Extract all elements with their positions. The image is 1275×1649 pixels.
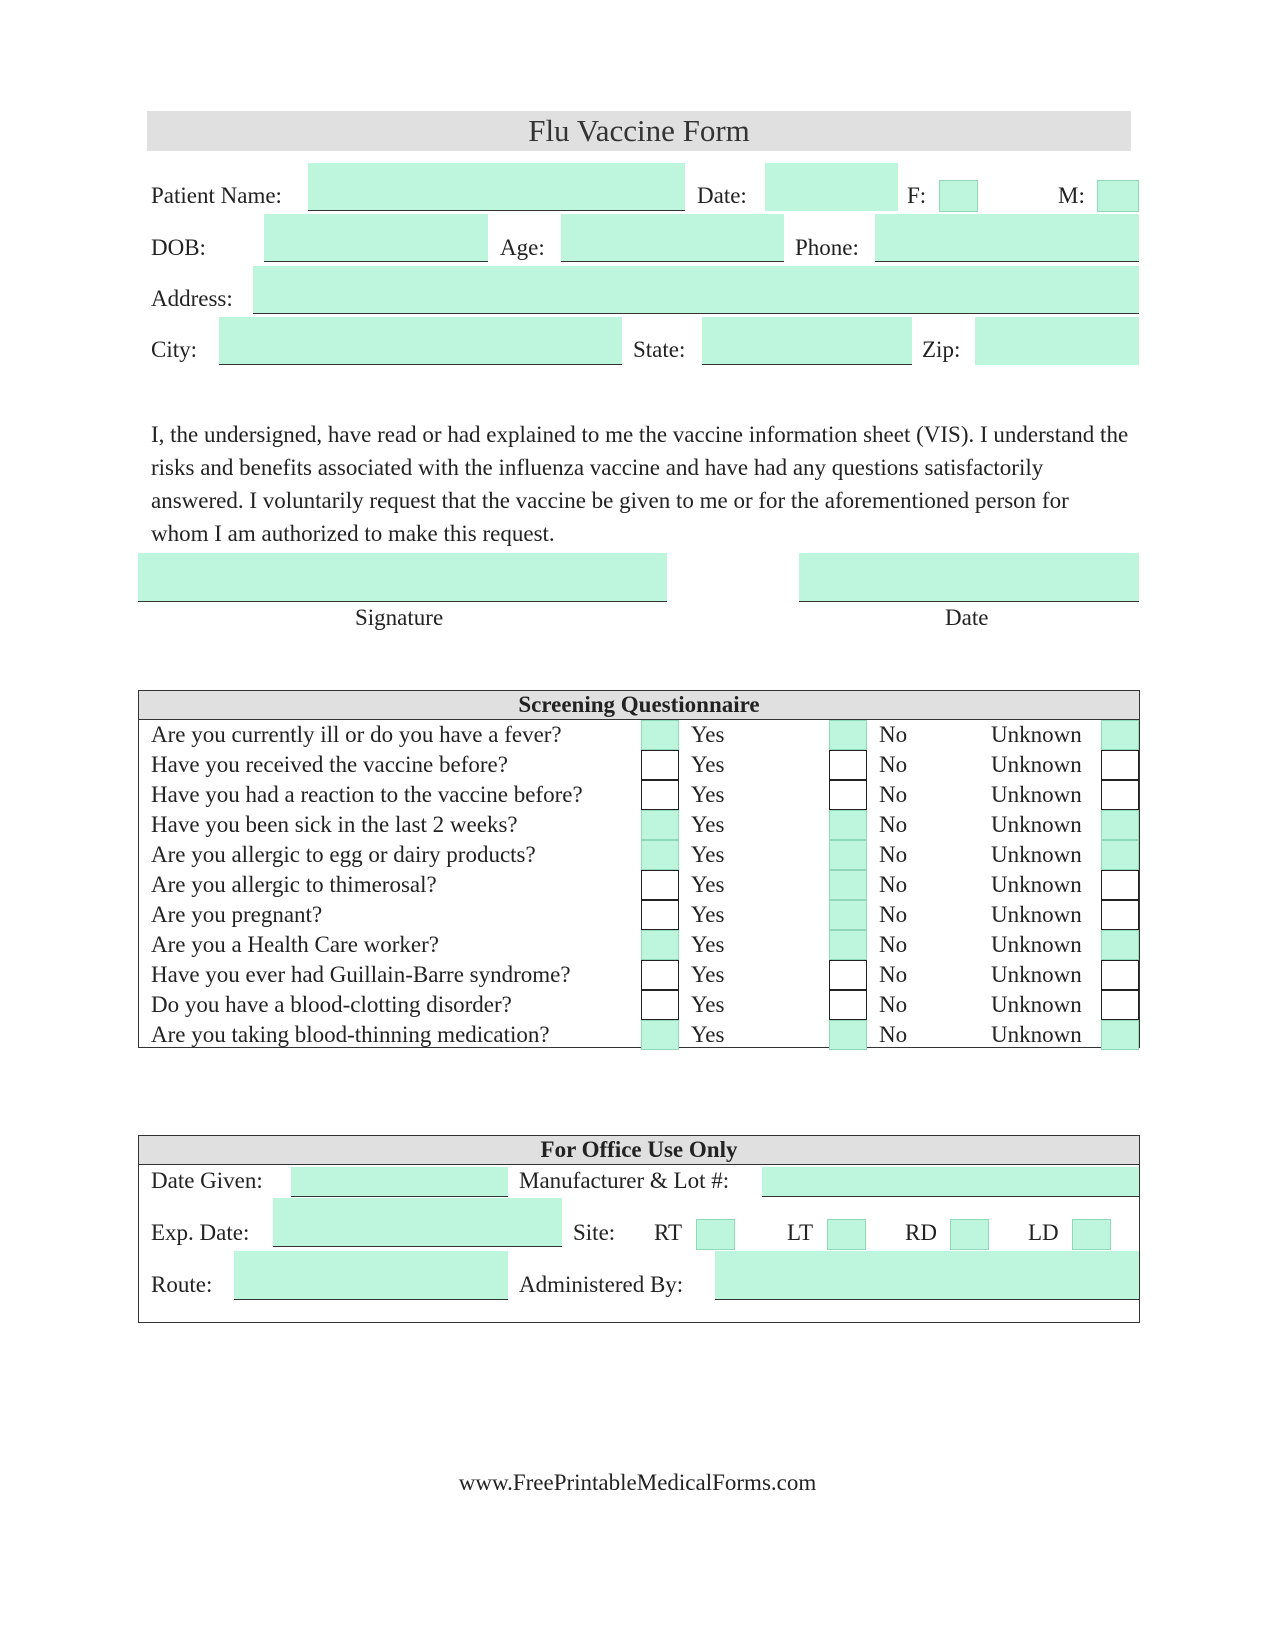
no-label: No [879, 932, 908, 957]
no-checkbox[interactable] [829, 930, 867, 960]
phone-label: Phone: [795, 235, 859, 260]
unknown-checkbox[interactable] [1101, 1020, 1139, 1050]
route-label: Route: [151, 1272, 213, 1297]
yes-label: Yes [691, 842, 725, 867]
address-field[interactable] [253, 266, 1139, 314]
no-checkbox[interactable] [829, 990, 867, 1020]
office-use-title: For Office Use Only [139, 1136, 1139, 1165]
question-text: Do you have a blood-clotting disorder? [151, 992, 512, 1017]
yes-label: Yes [691, 962, 725, 987]
signature-field[interactable] [138, 553, 667, 602]
question-row [139, 750, 1139, 780]
yes-checkbox[interactable] [641, 930, 679, 960]
question-row [139, 720, 1139, 750]
manufacturer-lot-field[interactable] [762, 1167, 1139, 1197]
site-lt-checkbox[interactable] [827, 1219, 866, 1250]
site-rt-checkbox[interactable] [696, 1219, 735, 1250]
yes-label: Yes [691, 932, 725, 957]
signature-date-label: Date [945, 605, 989, 630]
unknown-label: Unknown [991, 1022, 1082, 1047]
no-checkbox[interactable] [829, 960, 867, 990]
no-label: No [879, 902, 908, 927]
unknown-checkbox[interactable] [1101, 870, 1139, 900]
question-text: Are you currently ill or do you have a fever? [151, 722, 562, 747]
unknown-checkbox[interactable] [1101, 840, 1139, 870]
unknown-label: Unknown [991, 842, 1082, 867]
yes-label: Yes [691, 812, 725, 837]
unknown-checkbox[interactable] [1101, 720, 1139, 750]
zip-field[interactable] [975, 317, 1139, 365]
no-checkbox[interactable] [829, 720, 867, 750]
patient-name-label: Patient Name: [151, 183, 282, 208]
consent-paragraph: I, the undersigned, have read or had explained to me the vaccine information sheet (VIS). I understand the risks and benefits associated with the influenza vaccine and have had any questions satisfactorily answered. I voluntarily request that the vaccine be given to me or for the aforementioned person for whom I am authorized to make this request. [151, 422, 1129, 546]
question-text: Have you had a reaction to the vaccine before? [151, 782, 583, 807]
no-label: No [879, 962, 908, 987]
phone-field[interactable] [875, 214, 1139, 262]
unknown-checkbox[interactable] [1101, 750, 1139, 780]
question-text: Are you a Health Care worker? [151, 932, 440, 957]
site-rt-label: RT [654, 1220, 683, 1245]
question-text: Are you taking blood-thinning medication? [151, 1022, 550, 1047]
question-text: Have you ever had Guillain-Barre syndrome? [151, 962, 571, 987]
male-checkbox[interactable] [1097, 180, 1139, 212]
age-field[interactable] [561, 214, 784, 262]
no-checkbox[interactable] [829, 900, 867, 930]
no-checkbox[interactable] [829, 810, 867, 840]
female-checkbox[interactable] [939, 180, 978, 212]
site-ld-checkbox[interactable] [1072, 1219, 1111, 1250]
question-row [139, 990, 1139, 1020]
male-label: M: [1058, 183, 1085, 208]
signature-label: Signature [355, 605, 444, 630]
no-label: No [879, 842, 908, 867]
site-rd-label: RD [905, 1220, 937, 1245]
site-ld-label: LD [1028, 1220, 1059, 1245]
unknown-label: Unknown [991, 752, 1082, 777]
zip-label: Zip: [922, 337, 961, 362]
yes-label: Yes [691, 902, 725, 927]
female-label: F: [907, 183, 927, 208]
footer-website: www.FreePrintableMedicalForms.com [458, 1470, 817, 1495]
yes-label: Yes [691, 722, 725, 747]
dob-label: DOB: [151, 235, 206, 260]
no-label: No [879, 1022, 908, 1047]
site-label: Site: [573, 1220, 616, 1245]
date-given-field[interactable] [291, 1167, 508, 1197]
no-checkbox[interactable] [829, 870, 867, 900]
no-label: No [879, 812, 908, 837]
unknown-checkbox[interactable] [1101, 810, 1139, 840]
manufacturer-lot-label: Manufacturer & Lot #: [519, 1168, 730, 1193]
address-label: Address: [151, 286, 233, 311]
yes-checkbox[interactable] [641, 720, 679, 750]
yes-label: Yes [691, 782, 725, 807]
question-row [139, 840, 1139, 870]
city-label: City: [151, 337, 198, 362]
date-field[interactable] [765, 163, 898, 211]
unknown-label: Unknown [991, 932, 1082, 957]
yes-checkbox[interactable] [641, 780, 679, 810]
no-checkbox[interactable] [829, 780, 867, 810]
unknown-label: Unknown [991, 812, 1082, 837]
question-row [139, 870, 1139, 900]
unknown-checkbox[interactable] [1101, 960, 1139, 990]
no-label: No [879, 992, 908, 1017]
yes-checkbox[interactable] [641, 1020, 679, 1050]
state-field[interactable] [702, 317, 912, 365]
no-label: No [879, 752, 908, 777]
screening-questionnaire [138, 690, 1140, 1048]
city-field[interactable] [219, 317, 622, 365]
title-bar [147, 111, 1131, 151]
page-title: Flu Vaccine Form [528, 113, 750, 148]
yes-checkbox[interactable] [641, 810, 679, 840]
dob-field[interactable] [264, 214, 488, 262]
unknown-label: Unknown [991, 782, 1082, 807]
administered-by-label: Administered By: [519, 1272, 684, 1297]
yes-label: Yes [691, 1022, 725, 1047]
no-label: No [879, 782, 908, 807]
unknown-label: Unknown [991, 992, 1082, 1017]
question-row [139, 900, 1139, 930]
yes-checkbox[interactable] [641, 870, 679, 900]
site-rd-checkbox[interactable] [950, 1219, 989, 1250]
question-text: Have you received the vaccine before? [151, 752, 508, 777]
yes-checkbox[interactable] [641, 840, 679, 870]
unknown-checkbox[interactable] [1101, 780, 1139, 810]
question-row [139, 960, 1139, 990]
unknown-label: Unknown [991, 872, 1082, 897]
yes-label: Yes [691, 992, 725, 1017]
unknown-label: Unknown [991, 902, 1082, 927]
signature-date-field[interactable] [799, 553, 1139, 602]
question-text: Are you allergic to thimerosal? [151, 872, 437, 897]
yes-label: Yes [691, 752, 725, 777]
questionnaire-title: Screening Questionnaire [139, 691, 1139, 720]
question-text: Have you been sick in the last 2 weeks? [151, 812, 518, 837]
state-label: State: [633, 337, 686, 362]
question-row [139, 810, 1139, 840]
question-row [139, 1020, 1139, 1050]
route-field[interactable] [234, 1251, 508, 1300]
exp-date-field[interactable] [273, 1198, 562, 1247]
date-given-label: Date Given: [151, 1168, 263, 1193]
no-checkbox[interactable] [829, 1020, 867, 1050]
unknown-label: Unknown [991, 962, 1082, 987]
unknown-checkbox[interactable] [1101, 900, 1139, 930]
unknown-checkbox[interactable] [1101, 990, 1139, 1020]
no-label: No [879, 722, 908, 747]
yes-checkbox[interactable] [641, 990, 679, 1020]
site-lt-label: LT [787, 1220, 813, 1245]
yes-checkbox[interactable] [641, 960, 679, 990]
exp-date-label: Exp. Date: [151, 1220, 250, 1245]
question-row [139, 930, 1139, 960]
yes-checkbox[interactable] [641, 900, 679, 930]
administered-by-field[interactable] [715, 1251, 1139, 1300]
unknown-label: Unknown [991, 722, 1082, 747]
date-label: Date: [697, 183, 747, 208]
patient-name-field[interactable] [308, 163, 685, 211]
question-text: Are you allergic to egg or dairy products? [151, 842, 536, 867]
question-text: Are you pregnant? [151, 902, 323, 927]
yes-checkbox[interactable] [641, 750, 679, 780]
no-label: No [879, 872, 908, 897]
age-label: Age: [500, 235, 545, 260]
no-checkbox[interactable] [829, 750, 867, 780]
question-row [139, 780, 1139, 810]
no-checkbox[interactable] [829, 840, 867, 870]
unknown-checkbox[interactable] [1101, 930, 1139, 960]
yes-label: Yes [691, 872, 725, 897]
